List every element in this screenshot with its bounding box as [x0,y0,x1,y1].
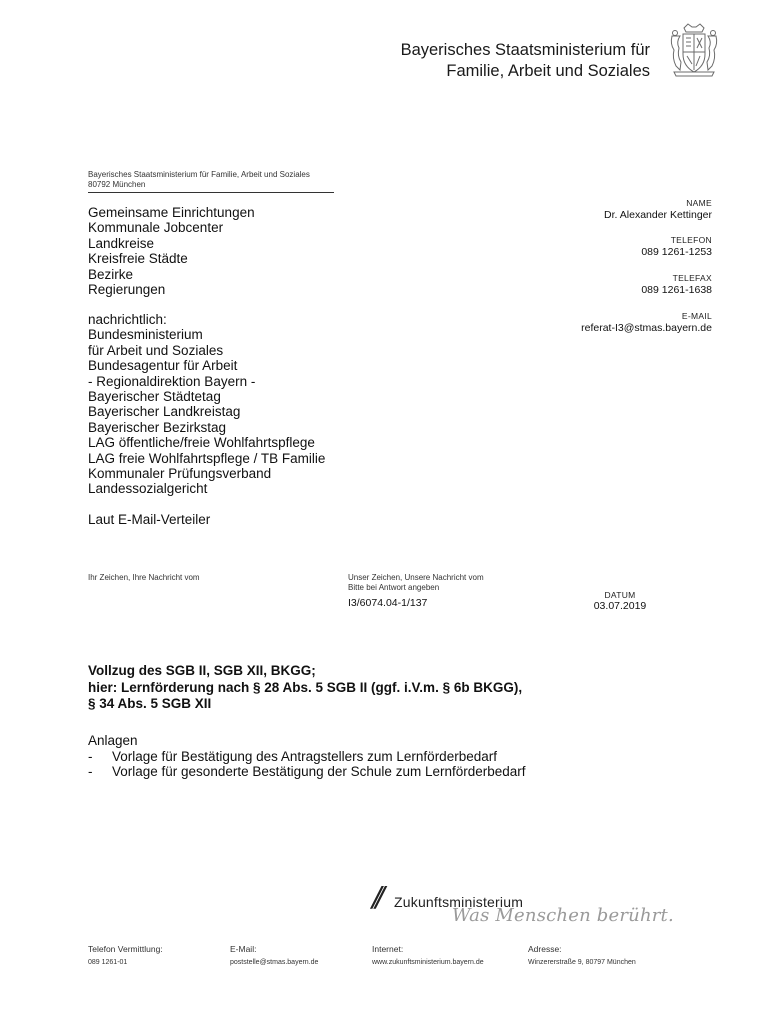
date-value: 03.07.2019 [593,600,647,612]
zukunft-slogan: Was Menschen berührt. [452,905,674,926]
footer-email [230,944,318,966]
attachment-text: Vorlage für Bestätigung des Antragstellers zum Lernförderbedarf [112,748,497,764]
ministry-name [401,40,650,82]
zukunft-slashes: // [372,880,379,913]
zukunft-name: Zukunftsministerium [394,894,524,910]
distribution-note: Laut E-Mail-Verteiler [88,512,211,527]
contact-fax-value: 089 1261-1638 [641,284,712,296]
footer-email-value[interactable]: poststelle@stmas.bayern.de [230,959,319,966]
footer-address [528,944,636,966]
footer-email-label: E-Mail: [230,944,257,954]
footer-phone-label: Telefon Vermittlung: [88,944,163,954]
contact-email-value[interactable]: referat-I3@stmas.bayern.de [581,322,712,334]
contact-phone-label: TELEFON [670,235,712,245]
cc-line: Kommunaler Prüfungsverband [88,466,272,482]
sender-line2: 80792 München [88,180,146,189]
contact-name-value: Dr. Alexander Kettinger [604,209,712,221]
contact-email [581,311,712,334]
contact-fax [641,273,712,296]
contact-name [604,198,712,221]
attachments-heading: Anlagen [88,733,138,748]
cc-line: Bayerischer Städtetag [88,389,221,405]
cc-line: LAG freie Wohlfahrtspflege / TB Familie [88,450,326,466]
cc-line: - Regionaldirektion Bayern - [88,373,256,389]
subject-line2: hier: Lernförderung nach § 28 Abs. 5 SGB II (ggf. i.V.m. § 6b BKGG), [88,679,523,695]
subject-line3: § 34 Abs. 5 SGB XII [88,696,212,711]
cc-line: Bundesagentur für Arbeit [88,358,238,374]
attachment-text: Vorlage für gesonderte Bestätigung der Schule zum Lernförderbedarf [112,764,526,779]
contact-fax-label: TELEFAX [672,273,712,283]
sender-line1: Bayerisches Staatsministerium für Familie, Arbeit und Soziales [88,170,310,179]
cc-line: LAG öffentliche/freie Wohlfahrtspflege [88,435,315,451]
footer-internet [372,944,484,966]
subject-line1: Vollzug des SGB II, SGB XII, BKGG; [88,663,316,678]
recipient-line: Landkreise [88,235,155,251]
subject [88,663,522,713]
cc-line: Bundesministerium [88,327,203,343]
recipient-line: Kreisfreie Städte [88,251,188,267]
cc-line: für Arbeit und Soziales [88,342,224,358]
sender-address [88,170,334,193]
footer-internet-label: Internet: [372,944,404,954]
recipient-line: Regierungen [88,282,166,298]
our-reference-label-line2: Bitte bei Antwort angeben [348,583,440,592]
contact-phone-value: 089 1261-1253 [641,246,712,258]
footer-address-label: Adresse: [528,944,562,954]
cc-line: nachrichtlich: [88,312,167,327]
attachment-item [88,749,526,765]
zukunftsministerium-logo [370,880,674,928]
footer-phone [88,944,163,966]
ministry-name-line2: Familie, Arbeit und Soziales [446,62,650,80]
our-reference [348,573,484,609]
our-reference-label-line1: Unser Zeichen, Unsere Nachricht vom [348,573,484,582]
footer-internet-value[interactable]: www.zukunftsministerium.bayern.de [372,959,484,966]
cc-block [88,312,325,497]
date-block [590,590,650,612]
recipient-line: Gemeinsame Einrichtungen [88,205,255,220]
attachment-dash: - [88,764,93,779]
attachment-item [88,764,526,780]
attachments [88,733,526,780]
recipient-line: Kommunale Jobcenter [88,220,224,236]
recipient-block [88,205,255,297]
cc-line: Bayerischer Landkreistag [88,404,241,420]
our-reference-value: I3/6074.04-1/137 [348,597,428,609]
cc-line: Bayerischer Bezirkstag [88,419,227,435]
your-reference-label: Ihr Zeichen, Ihre Nachricht vom [88,573,200,582]
attachment-dash: - [88,748,93,764]
recipient-line: Bezirke [88,266,134,282]
date-label: DATUM [604,590,636,600]
contact-email-label: E-MAIL [681,311,712,321]
ministry-name-line1: Bayerisches Staatsministerium für [400,41,650,59]
bavarian-coat-of-arms-icon [666,22,722,78]
cc-line: Landessozialgericht [88,481,208,497]
contact-name-label: NAME [686,198,712,208]
contact-phone [641,235,712,258]
footer-address-value: Winzererstraße 9, 80797 München [528,959,636,966]
footer-phone-value: 089 1261-01 [88,959,128,966]
